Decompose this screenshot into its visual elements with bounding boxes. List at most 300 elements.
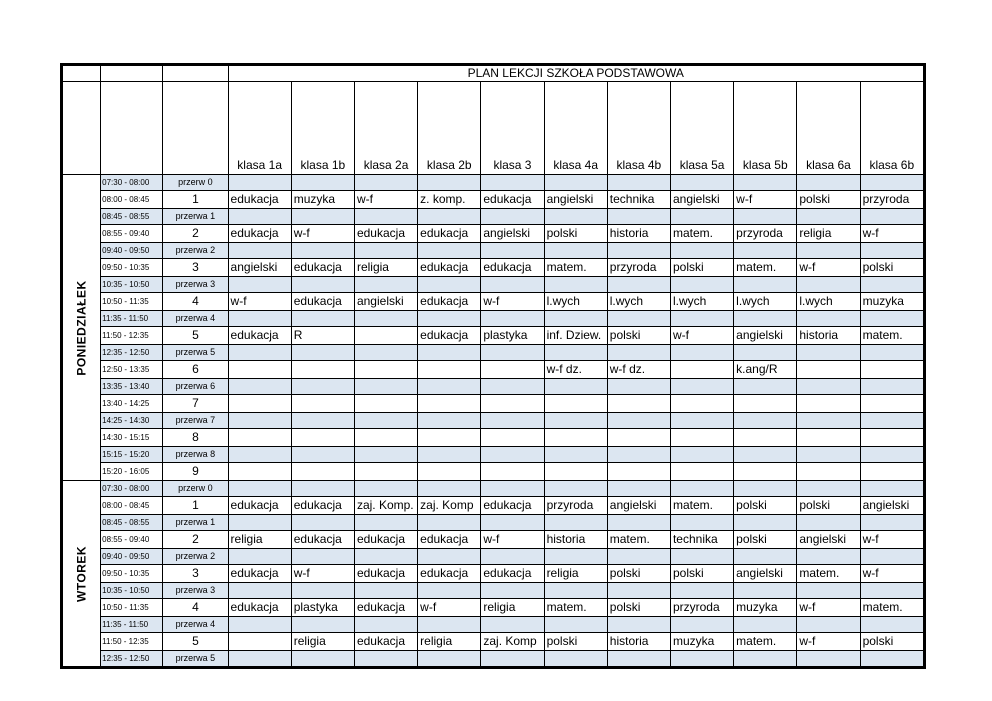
subject-cell [481,515,544,531]
subject-cell [418,429,481,447]
subject-cell: inf. Dziew. [544,327,607,345]
subject-cell [418,277,481,293]
subject-cell: polski [670,259,733,277]
subject-cell: w-f [797,259,860,277]
time-range: 15:15 - 15:20 [101,447,163,463]
subject-cell: polski [544,225,607,243]
subject-cell [860,413,923,429]
break-row [63,345,924,361]
class-header: klasa 6a [797,82,860,175]
subject-cell: edukacja [291,259,354,277]
subject-cell [481,243,544,259]
subject-cell [544,395,607,413]
subject-cell: matem. [734,633,797,651]
subject-cell: muzyka [734,599,797,617]
subject-cell: w-f dz. [607,361,670,379]
break-label: przerwa 3 [163,583,228,599]
subject-cell: l.wych [607,293,670,311]
subject-cell: w-f [670,327,733,345]
subject-cell [228,429,291,447]
lesson-number: 5 [163,327,228,345]
time-range: 12:35 - 12:50 [101,345,163,361]
lesson-number: 1 [163,497,228,515]
subject-cell [228,481,291,497]
lesson-row [63,429,924,447]
subject-cell: religia [291,633,354,651]
subject-cell [481,429,544,447]
subject-cell [734,447,797,463]
header-time-blank [101,82,163,175]
subject-cell [291,481,354,497]
subject-cell [607,277,670,293]
subject-cell [481,361,544,379]
subject-cell [228,209,291,225]
subject-cell [354,361,417,379]
lesson-row [63,463,924,481]
subject-cell [734,549,797,565]
subject-cell [481,379,544,395]
subject-cell: edukacja [481,259,544,277]
subject-cell: zaj. Komp [418,497,481,515]
subject-cell [607,481,670,497]
class-header: klasa 5b [734,82,797,175]
break-row [63,651,924,667]
lesson-row [63,225,924,243]
subject-cell [670,617,733,633]
subject-cell: matem. [860,599,923,617]
lesson-number: 7 [163,395,228,413]
subject-cell: religia [228,531,291,549]
subject-cell [291,379,354,395]
subject-cell: edukacja [418,327,481,345]
time-range: 10:50 - 11:35 [101,293,163,311]
time-range: 08:45 - 08:55 [101,515,163,531]
class-header: klasa 4a [544,82,607,175]
subject-cell [228,277,291,293]
lesson-row [63,599,924,617]
subject-cell [354,277,417,293]
subject-cell: angielski [670,191,733,209]
time-range: 09:50 - 10:35 [101,259,163,277]
subject-cell [418,447,481,463]
subject-cell [418,583,481,599]
subject-cell: przyroda [544,497,607,515]
subject-cell [670,651,733,667]
subject-cell: polski [797,497,860,515]
subject-cell: matem. [797,565,860,583]
lesson-row [63,327,924,345]
break-row [63,413,924,429]
subject-cell: polski [734,531,797,549]
subject-cell [544,413,607,429]
subject-cell: k.ang/R [734,361,797,379]
subject-cell: edukacja [481,497,544,515]
break-label: przerwa 2 [163,549,228,565]
subject-cell [291,651,354,667]
subject-cell [481,463,544,481]
subject-cell [544,379,607,395]
subject-cell [228,395,291,413]
break-row [63,277,924,293]
subject-cell [860,549,923,565]
subject-cell [291,361,354,379]
break-row [63,243,924,259]
subject-cell [797,243,860,259]
lesson-row [63,497,924,515]
class-header: klasa 2b [418,82,481,175]
subject-cell: polski [860,633,923,651]
subject-cell [860,379,923,395]
subject-cell [291,209,354,225]
subject-cell [734,617,797,633]
subject-cell [228,583,291,599]
timetable-sheet [60,63,926,669]
subject-cell [544,481,607,497]
subject-cell: edukacja [291,497,354,515]
corner-day-column [63,66,101,82]
time-range: 08:55 - 09:40 [101,225,163,243]
subject-cell [418,463,481,481]
subject-cell [544,345,607,361]
timetable-grid [62,65,924,667]
time-range: 08:55 - 09:40 [101,531,163,549]
class-header: klasa 1b [291,82,354,175]
subject-cell: edukacja [228,599,291,617]
subject-cell [354,549,417,565]
subject-cell [228,243,291,259]
subject-cell [418,175,481,191]
subject-cell [860,277,923,293]
subject-cell [354,429,417,447]
subject-cell: polski [860,259,923,277]
subject-cell [797,209,860,225]
subject-cell [418,311,481,327]
subject-cell [291,413,354,429]
break-label: przerw 0 [163,481,228,497]
subject-cell: angielski [734,327,797,345]
corner-time-column [101,66,163,82]
subject-cell: historia [797,327,860,345]
lesson-number: 8 [163,429,228,447]
subject-cell [860,447,923,463]
subject-cell [860,311,923,327]
time-range: 13:40 - 14:25 [101,395,163,413]
subject-cell: edukacja [228,191,291,209]
subject-cell [228,311,291,327]
lesson-row [63,361,924,379]
subject-cell [354,243,417,259]
subject-cell: religia [797,225,860,243]
subject-cell [481,277,544,293]
subject-cell [734,463,797,481]
lesson-row [63,259,924,277]
subject-cell [607,345,670,361]
lesson-row [63,531,924,549]
time-range: 11:35 - 11:50 [101,617,163,633]
break-label: przerwa 1 [163,515,228,531]
subject-cell [291,345,354,361]
subject-cell [418,345,481,361]
subject-cell: matem. [544,259,607,277]
time-range: 11:50 - 12:35 [101,327,163,345]
subject-cell [670,209,733,225]
subject-cell [354,583,417,599]
subject-cell: angielski [860,497,923,515]
subject-cell: religia [354,259,417,277]
subject-cell [607,617,670,633]
subject-cell: przyroda [734,225,797,243]
subject-cell: edukacja [291,531,354,549]
corner-period-column [163,66,228,82]
lesson-number: 2 [163,225,228,243]
subject-cell [607,243,670,259]
subject-cell: edukacja [418,531,481,549]
subject-cell [860,395,923,413]
subject-cell: technika [607,191,670,209]
time-range: 08:00 - 08:45 [101,191,163,209]
subject-cell: edukacja [418,565,481,583]
subject-cell [544,651,607,667]
subject-cell [291,583,354,599]
subject-cell [228,447,291,463]
timetable-body [63,175,924,667]
break-row [63,549,924,565]
subject-cell [354,345,417,361]
subject-cell [354,413,417,429]
subject-cell: polski [607,327,670,345]
subject-cell [670,175,733,191]
subject-cell: edukacja [354,633,417,651]
subject-cell: edukacja [418,293,481,311]
subject-cell [418,481,481,497]
subject-cell: edukacja [418,259,481,277]
subject-cell: edukacja [228,497,291,515]
subject-cell: R [291,327,354,345]
subject-cell: w-f [481,293,544,311]
subject-cell: w-f [291,565,354,583]
subject-cell: edukacja [228,327,291,345]
subject-cell: polski [607,565,670,583]
subject-cell [797,277,860,293]
subject-cell [734,413,797,429]
subject-cell: matem. [670,225,733,243]
subject-cell: w-f [734,191,797,209]
subject-cell [607,583,670,599]
subject-cell [228,345,291,361]
subject-cell [734,395,797,413]
lesson-number: 9 [163,463,228,481]
subject-cell [607,515,670,531]
break-row [63,447,924,463]
time-range: 07:30 - 08:00 [101,481,163,497]
subject-cell: muzyka [291,191,354,209]
subject-cell: matem. [670,497,733,515]
day-label-cell [63,481,101,667]
time-range: 10:35 - 10:50 [101,583,163,599]
subject-cell [354,379,417,395]
subject-cell [607,175,670,191]
subject-cell [670,345,733,361]
class-header: klasa 5a [670,82,733,175]
subject-cell [291,617,354,633]
subject-cell: angielski [481,225,544,243]
subject-cell: angielski [228,259,291,277]
subject-cell [670,361,733,379]
subject-cell [418,549,481,565]
subject-cell [670,243,733,259]
subject-cell: religia [481,599,544,617]
subject-cell [670,429,733,447]
subject-cell [544,277,607,293]
subject-cell [418,361,481,379]
subject-cell: religia [544,565,607,583]
subject-cell [354,515,417,531]
lesson-number: 6 [163,361,228,379]
subject-cell [544,617,607,633]
subject-cell [418,413,481,429]
subject-cell [354,617,417,633]
subject-cell [670,311,733,327]
subject-cell: przyroda [670,599,733,617]
time-range: 11:35 - 11:50 [101,311,163,327]
subject-cell [228,379,291,395]
subject-cell [481,447,544,463]
day-label: PONIEDZIAŁEK [74,279,89,376]
subject-cell [418,243,481,259]
subject-cell: muzyka [670,633,733,651]
subject-cell [481,209,544,225]
subject-cell [481,651,544,667]
subject-cell [670,463,733,481]
subject-cell [544,243,607,259]
subject-cell: angielski [354,293,417,311]
subject-cell [670,583,733,599]
break-label: przerwa 5 [163,345,228,361]
subject-cell: przyroda [607,259,670,277]
subject-cell [734,379,797,395]
subject-cell [860,361,923,379]
subject-cell [291,243,354,259]
time-range: 08:00 - 08:45 [101,497,163,515]
subject-cell [797,429,860,447]
subject-cell: w-f [797,633,860,651]
break-label: przerw 0 [163,175,228,191]
subject-cell [734,277,797,293]
subject-cell: edukacja [354,599,417,617]
subject-cell [734,651,797,667]
subject-cell: zaj. Komp [481,633,544,651]
break-label: przerwa 3 [163,277,228,293]
subject-cell: w-f [797,599,860,617]
subject-cell [291,277,354,293]
subject-cell [797,549,860,565]
subject-cell [734,209,797,225]
subject-cell [797,395,860,413]
break-row [63,175,924,191]
subject-cell [228,413,291,429]
time-range: 14:30 - 15:15 [101,429,163,447]
subject-cell [481,175,544,191]
subject-cell [860,429,923,447]
subject-cell [228,633,291,651]
subject-cell [860,463,923,481]
subject-cell: edukacja [354,225,417,243]
time-range: 09:40 - 09:50 [101,549,163,565]
break-label: przerwa 7 [163,413,228,429]
subject-cell [544,515,607,531]
subject-cell [228,515,291,531]
subject-cell: edukacja [228,565,291,583]
subject-cell: polski [670,565,733,583]
header-period-blank [163,82,228,175]
subject-cell: angielski [544,191,607,209]
break-row [63,209,924,225]
break-label: przerwa 4 [163,617,228,633]
subject-cell [860,583,923,599]
subject-cell: matem. [544,599,607,617]
subject-cell [354,209,417,225]
subject-cell [860,651,923,667]
time-range: 11:50 - 12:35 [101,633,163,651]
time-range: 09:50 - 10:35 [101,565,163,583]
timetable-title: PLAN LEKCJI SZKOŁA PODSTAWOWA [228,66,923,82]
lesson-number: 3 [163,565,228,583]
subject-cell: matem. [734,259,797,277]
subject-cell [544,447,607,463]
subject-cell: historia [607,225,670,243]
time-range: 10:50 - 11:35 [101,599,163,617]
subject-cell: l.wych [544,293,607,311]
subject-cell [544,311,607,327]
subject-cell [607,311,670,327]
subject-cell [797,175,860,191]
subject-cell: przyroda [860,191,923,209]
subject-cell [607,379,670,395]
subject-cell: zaj. Komp. [354,497,417,515]
subject-cell [860,617,923,633]
break-row [63,481,924,497]
subject-cell [481,413,544,429]
subject-cell: muzyka [860,293,923,311]
subject-cell: angielski [797,531,860,549]
subject-cell [607,429,670,447]
subject-cell [481,617,544,633]
break-label: przerwa 1 [163,209,228,225]
subject-cell [418,617,481,633]
subject-cell [607,209,670,225]
subject-cell [418,395,481,413]
break-label: przerwa 4 [163,311,228,327]
lesson-number: 4 [163,599,228,617]
subject-cell [670,413,733,429]
time-range: 09:40 - 09:50 [101,243,163,259]
subject-cell: edukacja [228,225,291,243]
subject-cell [607,413,670,429]
subject-cell [291,429,354,447]
subject-cell [670,447,733,463]
class-header: klasa 2a [354,82,417,175]
subject-cell [670,379,733,395]
subject-cell [291,311,354,327]
subject-cell [481,481,544,497]
subject-cell [418,209,481,225]
subject-cell: z. komp. [418,191,481,209]
subject-cell [481,311,544,327]
subject-cell [797,463,860,481]
subject-cell [354,327,417,345]
subject-cell [228,651,291,667]
subject-cell: w-f [860,531,923,549]
